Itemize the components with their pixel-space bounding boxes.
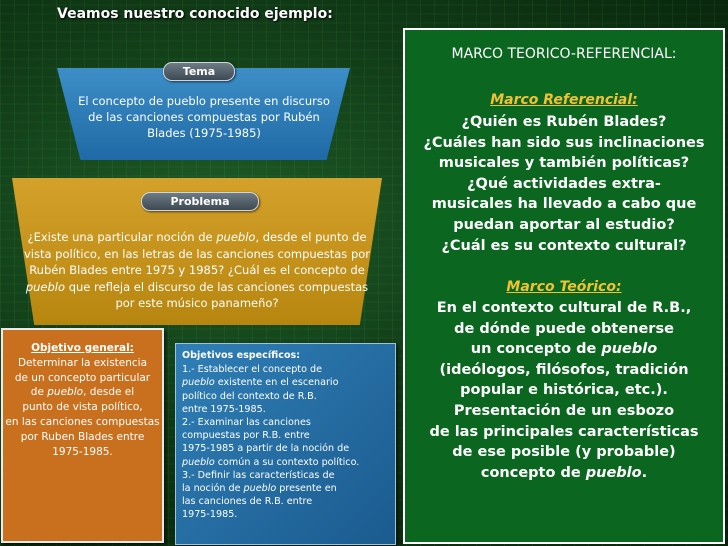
marco-title: MARCO TEORICO-REFERENCIAL: <box>451 46 677 62</box>
objetivos-especificos-line: político del contexto de R.B. <box>182 390 317 402</box>
marco-line: ¿Cuál es su contexto cultural? <box>441 237 687 254</box>
marco-line: concepto de pueblo. <box>480 464 648 481</box>
objetivo-general-line: punto de vista político, <box>22 401 143 414</box>
objetivos-especificos-line: pueblo común a su contexto político. <box>182 456 360 468</box>
objetivo-general-line: 1975-1985. <box>52 445 113 458</box>
objetivo-general-title: Objetivo general: <box>31 342 134 354</box>
marco-referencial-body <box>405 112 723 256</box>
objetivos-especificos-line: compuestas por R.B. entre <box>182 430 310 442</box>
marco-line: ¿Cuáles han sido sus inclinaciones <box>423 134 705 151</box>
marco-line: popular e histórica, etc.). <box>460 382 668 399</box>
objetivos-especificos-line: 1975-1985 a partir de la noción de <box>182 443 350 455</box>
objetivo-general-box <box>1 328 164 543</box>
problema-label: Problema <box>141 192 259 211</box>
marco-panel <box>403 28 725 544</box>
marco-line: de las principales características <box>429 423 699 440</box>
objetivos-especificos-line: pueblo existente en el escenario <box>182 377 339 389</box>
objetivo-general-line: en las canciones compuestas <box>5 415 160 428</box>
marco-line: de dónde puede obtenerse <box>454 320 674 337</box>
objetivos-especificos-line: las canciones de R.B. entre <box>182 496 313 508</box>
objetivo-general-line: Determinar la existencia <box>17 356 148 369</box>
objetivos-especificos-line: 2.- Examinar las canciones <box>182 417 311 429</box>
tema-label: Tema <box>163 62 235 81</box>
objetivo-general-line: de pueblo, desde el <box>30 386 135 399</box>
objetivos-especificos-line: 1975-1985. <box>182 509 238 521</box>
marco-line: de ese posible (y probable) <box>452 444 676 461</box>
marco-line: ¿Qué actividades extra- <box>467 175 661 192</box>
objetivos-especificos-line: la noción de pueblo presente en <box>182 483 337 495</box>
marco-teorico-body <box>405 298 723 483</box>
marco-line: ¿Quién es Rubén Blades? <box>461 114 667 130</box>
objetivos-especificos-box <box>175 343 396 545</box>
objetivos-especificos-title: Objetivos específicos: <box>182 350 301 361</box>
marco-line: un concepto de pueblo <box>470 341 658 358</box>
objetivos-especificos-line: 1.- Establecer el concepto de <box>182 364 322 376</box>
marco-line: (ideólogos, filósofos, tradición <box>439 361 689 378</box>
objetivo-general-line: por Ruben Blades entre <box>20 430 145 443</box>
marco-line: musicales ha llevado a cabo que <box>431 196 697 213</box>
objetivos-especificos-line: 3.- Definir las características de <box>182 469 335 481</box>
objetivos-especificos-line: entre 1975-1985. <box>182 403 266 415</box>
marco-teorico-title: Marco Teórico: <box>506 279 622 295</box>
page-title: Veamos nuestro conocido ejemplo: <box>57 6 333 22</box>
marco-line: musicales y también políticas? <box>438 155 690 172</box>
objetivo-general-line: de un concepto particular <box>14 371 151 384</box>
tema-text: El concepto de pueblo presente en discurso de las canciones compuestas por Rubén Blades (1975-1985) <box>78 94 330 140</box>
marco-line: En el contexto cultural de R.B., <box>436 300 692 316</box>
marco-line: Presentación de un esbozo <box>453 402 675 419</box>
problema-text: ¿Existe una particular noción de pueblo, desde el punto de vista político, en las letras de las canciones compuestas por Rubén Blades entre 1975 y 1985? ¿Cuál es el concepto de pueblo que refleja el discurso de las canciones compuestas por este músico panameño? <box>23 230 371 310</box>
marco-referencial-title: Marco Referencial: <box>490 92 638 108</box>
marco-line: puedan aportar al estudio? <box>453 216 675 233</box>
